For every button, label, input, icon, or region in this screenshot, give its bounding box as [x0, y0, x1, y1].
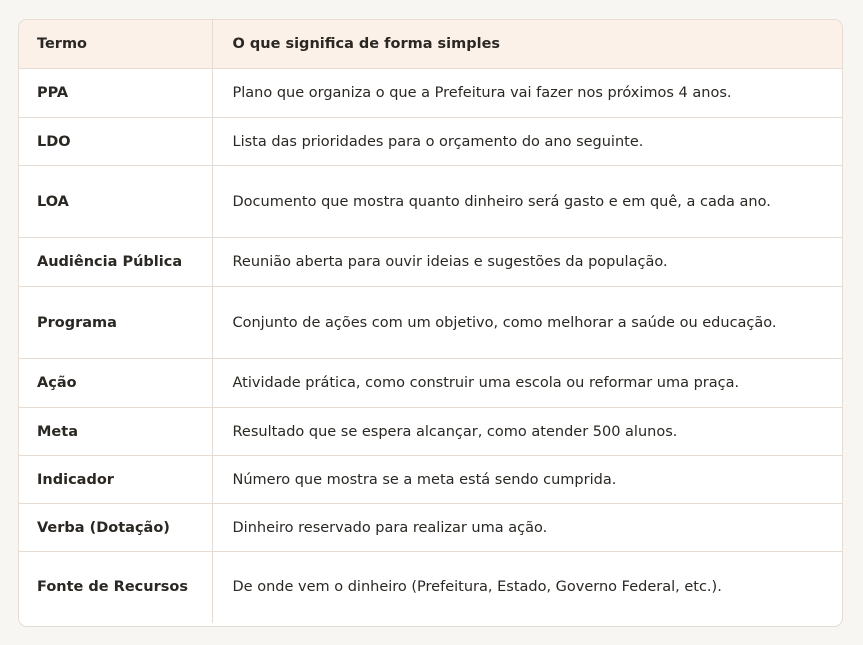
meaning-cell: Plano que organiza o que a Prefeitura vai fazer nos próximos 4 anos. — [232, 85, 732, 101]
meaning-cell: De onde vem o dinheiro (Prefeitura, Estado, Governo Federal, etc.). — [212, 552, 842, 623]
table-row — [19, 456, 842, 504]
meaning-cell: Lista das prioridades para o orçamento do ano seguinte. — [212, 118, 842, 166]
term-cell: Verba (Dotação) — [19, 504, 212, 552]
term-cell: Fonte de Recursos — [19, 552, 212, 623]
table-row — [19, 69, 842, 118]
term-cell: Meta — [19, 408, 212, 456]
meaning-cell: Documento que mostra quanto dinheiro será gasto e em quê, a cada ano. — [212, 166, 842, 238]
table-row — [19, 166, 842, 238]
meaning-cell: Resultado que se espera alcançar, como atender 500 alunos. — [212, 408, 842, 456]
term-cell: LDO — [19, 118, 212, 166]
glossary-table — [19, 20, 842, 623]
term-cell: PPA — [19, 69, 212, 118]
meaning-cell: Número que mostra se a meta está sendo cumprida. — [212, 456, 842, 504]
term-cell: Programa — [19, 287, 212, 359]
meaning-cell: Dinheiro reservado para realizar uma ação. — [212, 504, 842, 552]
table-row — [19, 552, 842, 623]
table-row — [19, 359, 842, 408]
meaning-cell: Atividade prática, como construir uma escola ou reformar uma praça. — [212, 359, 842, 408]
table-row — [19, 504, 842, 552]
table-row — [19, 118, 842, 166]
header-meaning: O que significa de forma simples — [212, 20, 842, 69]
table-row — [19, 408, 842, 456]
term-cell: Audiência Pública — [19, 238, 212, 287]
meaning-cell: Conjunto de ações com um objetivo, como melhorar a saúde ou educação. — [212, 287, 842, 359]
term-cell: Ação — [19, 359, 212, 408]
header-term: Termo — [19, 20, 212, 69]
table-row — [19, 238, 842, 287]
table-header-row — [19, 20, 842, 69]
meaning-cell: Reunião aberta para ouvir ideias e sugestões da população. — [212, 238, 842, 287]
term-cell: Indicador — [19, 456, 212, 504]
table-row — [19, 287, 842, 359]
glossary-table-card — [18, 19, 843, 627]
term-cell: LOA — [19, 166, 212, 238]
